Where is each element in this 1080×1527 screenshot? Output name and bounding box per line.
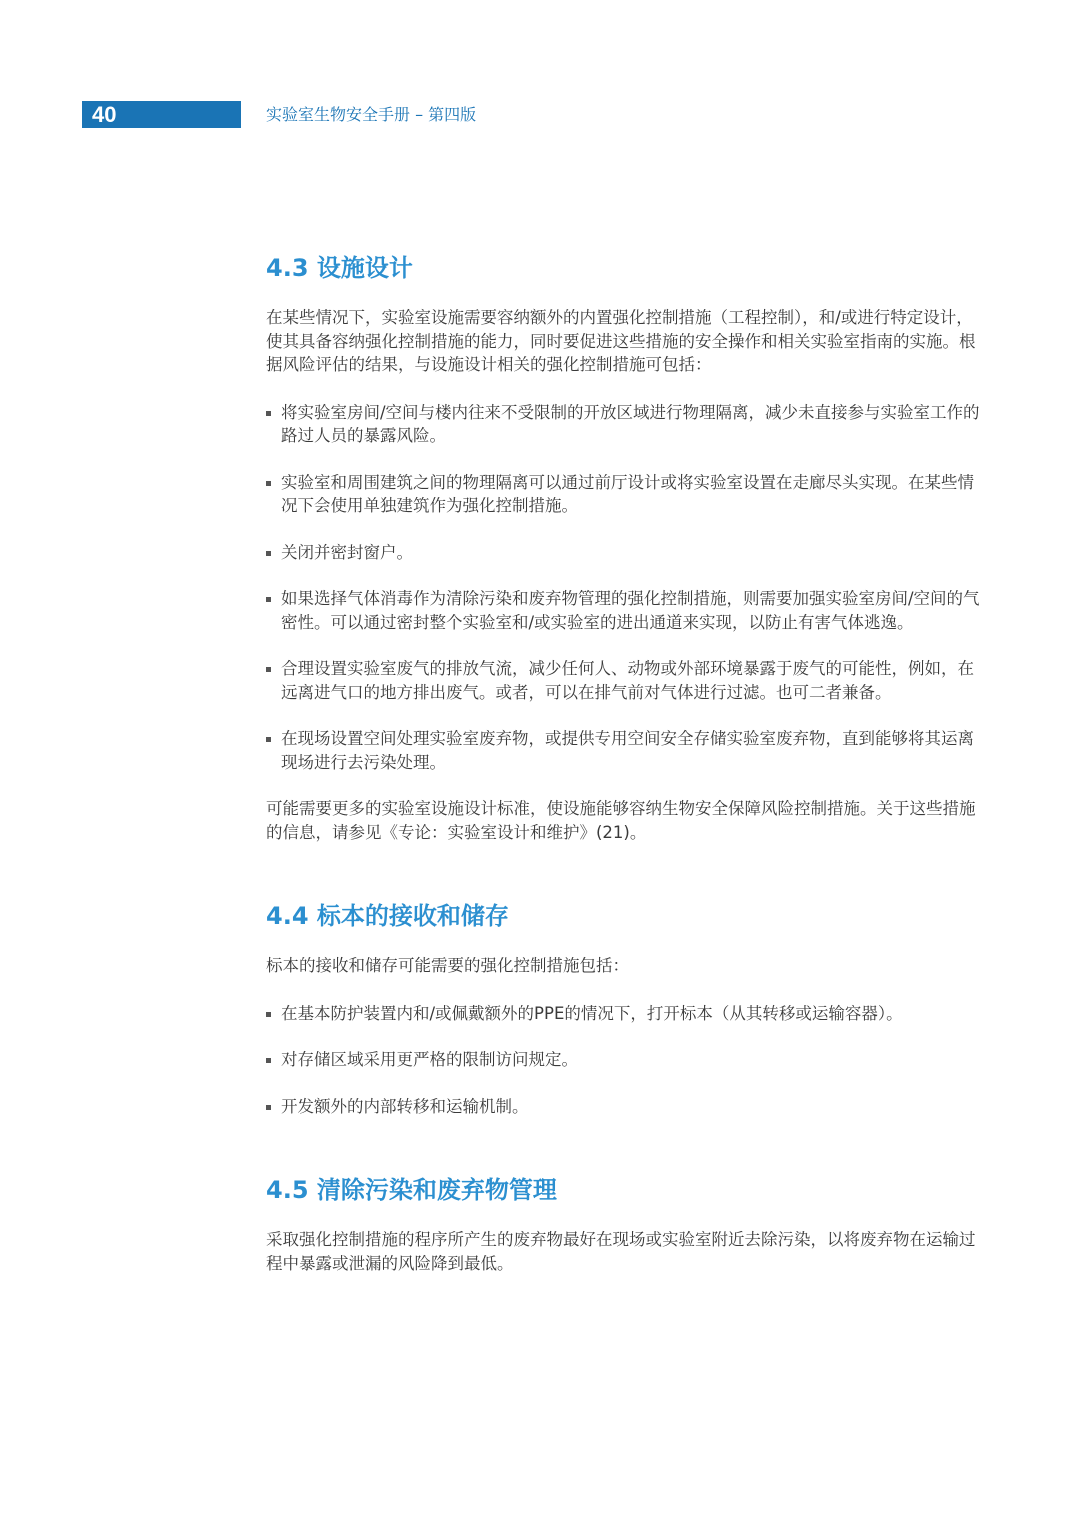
list-item-text: 将实验室房间/空间与楼内往来不受限制的开放区域进行物理隔离，减少未直接参与实验室工作的路过人员的暴露风险。 bbox=[281, 402, 980, 445]
bullet-marker bbox=[266, 411, 271, 416]
bullet-list bbox=[266, 401, 982, 775]
section-4-3 bbox=[266, 250, 982, 844]
section-heading: 4.3 设施设计 bbox=[266, 254, 413, 282]
list-item-text: 开发额外的内部转移和运输机制。 bbox=[281, 1096, 529, 1116]
list-item bbox=[266, 541, 982, 565]
list-item-text: 在现场设置空间处理实验室废弃物，或提供专用空间安全存储实验室废弃物，直到能够将其运离现场进行去污染处理。 bbox=[281, 729, 974, 772]
list-item-text: 实验室和周围建筑之间的物理隔离可以通过前厅设计或将实验室设置在走廊尽头实现。在某些情况下会使用单独建筑作为强化控制措施。 bbox=[281, 472, 974, 515]
bullet-marker bbox=[266, 481, 271, 486]
page-number-bar bbox=[82, 101, 241, 128]
list-item-text: 合理设置实验室废气的排放气流，减少任何人、动物或外部环境暴露于废气的可能性，例如，在远离进气口的地方排出废气。或者，可以在排气前对气体进行过滤。也可二者兼备。 bbox=[281, 659, 974, 702]
list-item-text: 对存储区域采用更严格的限制访问规定。 bbox=[281, 1050, 578, 1069]
bullet-marker bbox=[266, 1058, 271, 1063]
bullet-marker bbox=[266, 597, 271, 602]
list-item bbox=[266, 471, 990, 518]
bullet-list bbox=[266, 1002, 982, 1119]
list-item bbox=[266, 1095, 982, 1119]
section-intro-paragraph: 在某些情况下，实验室设施需要容纳额外的内置强化控制措施（工程控制），和/或进行特定设计，使其具备容纳强化控制措施的能力，同时要促进这些措施的安全操作和相关实验室指南的实施。根据风险评估的结果，与设施设计相关的强化控制措施可包括： bbox=[266, 308, 976, 374]
list-item-text: 在基本防护装置内和/或佩戴额外的PPE的情况下，打开标本（从其转移或运输容器）。 bbox=[281, 1003, 903, 1023]
section-closing-paragraph: 可能需要更多的实验室设施设计标准，使设施能够容纳生物安全保障风险控制措施。关于这些措施的信息，请参见《专论：实验室设计和维护》(21)。 bbox=[266, 799, 976, 842]
bullet-marker bbox=[266, 667, 271, 672]
page-number: 40 bbox=[92, 102, 117, 127]
running-header-title: 实验室生物安全手册 – 第四版 bbox=[266, 105, 477, 124]
section-heading: 4.4 标本的接收和储存 bbox=[266, 902, 509, 930]
list-item bbox=[266, 657, 982, 704]
list-item bbox=[266, 727, 982, 774]
section-intro-paragraph: 采取强化控制措施的程序所产生的废弃物最好在现场或实验室附近去除污染，以将废弃物在运输过程中暴露或泄漏的风险降到最低。 bbox=[266, 1230, 976, 1273]
list-item bbox=[266, 1002, 982, 1026]
section-heading: 4.5 清除污染和废弃物管理 bbox=[266, 1176, 557, 1204]
bullet-marker bbox=[266, 737, 271, 742]
list-item-text: 关闭并密封窗户。 bbox=[281, 542, 413, 562]
section-intro-paragraph: 标本的接收和储存可能需要的强化控制措施包括： bbox=[266, 956, 629, 975]
bullet-marker bbox=[266, 1012, 271, 1017]
list-item bbox=[266, 587, 982, 634]
section-4-4 bbox=[266, 898, 982, 1118]
list-item bbox=[266, 401, 982, 448]
list-item-text: 如果选择气体消毒作为清除污染和废弃物管理的强化控制措施，则需要加强实验室房间/空间的气密性。可以通过密封整个实验室和/或实验室的进出通道来实现，以防止有害气体逃逸。 bbox=[281, 589, 980, 632]
bullet-marker bbox=[266, 551, 271, 556]
page-content bbox=[266, 250, 982, 1275]
bullet-marker bbox=[266, 1105, 271, 1110]
list-item bbox=[266, 1048, 982, 1072]
section-4-5 bbox=[266, 1172, 982, 1275]
